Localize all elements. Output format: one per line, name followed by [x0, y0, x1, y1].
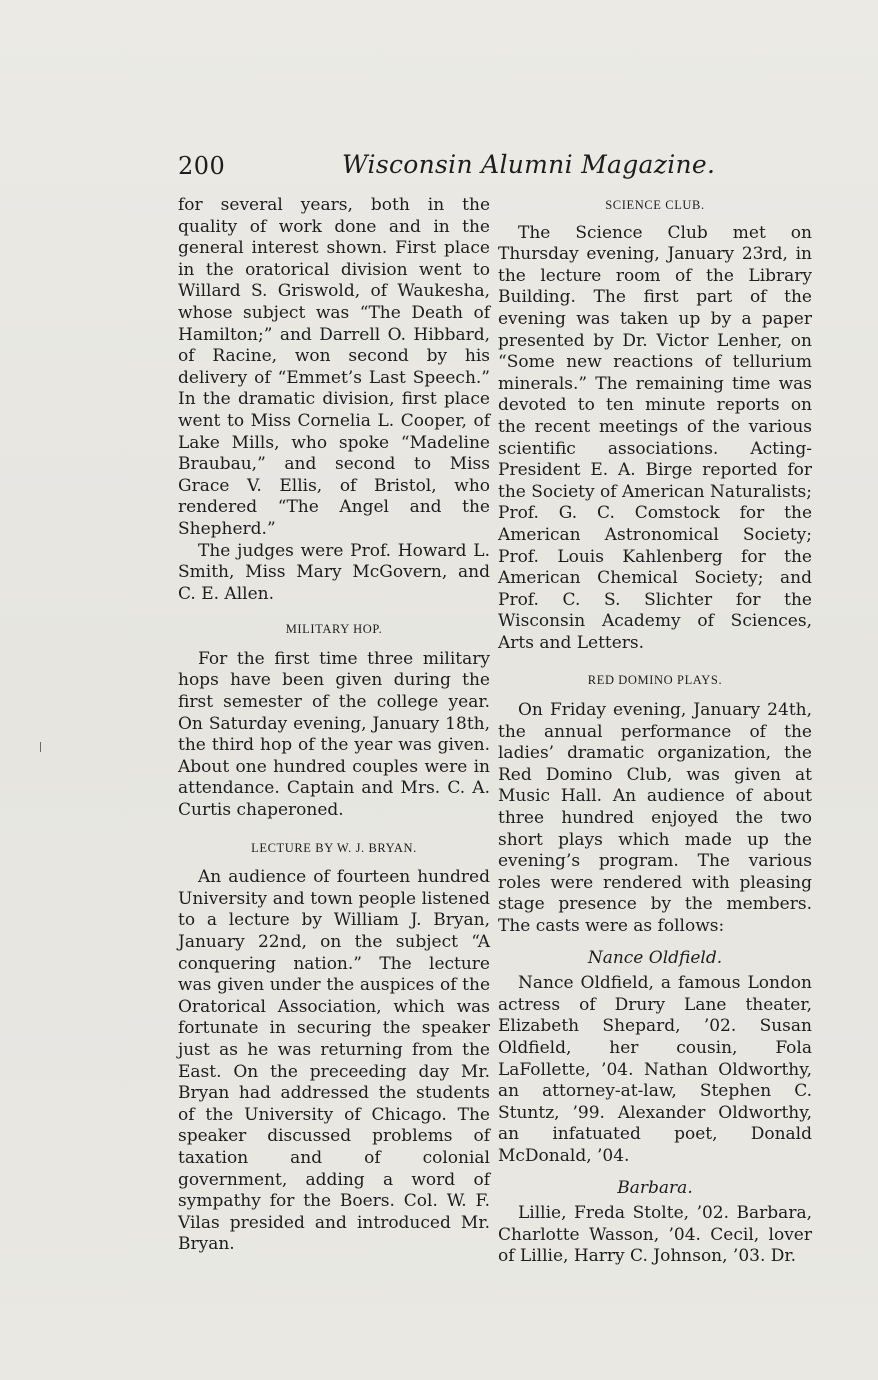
- left-column: [178, 195, 490, 1256]
- science-club-text: The Science Club met on Thursday evening, January 23rd, in the lecture room of the Library Building. The first part of the evening was taken up by a paper presented by Dr. Victor Lenher, on “Some new reactions of tellurium minerals.” The remaining time was devoted to ten minute reports on the recent meetings of the various scientific associations. Acting-President E. A. Birge reported for the Society of American Naturalists; Prof. G. C. Comstock for the American Astronomical Society; Prof. Louis Kahlenberg for the American Chemical Society; and Prof. C. S. Slichter for the Wisconsin Academy of Sciences, Arts and Letters.: [498, 222, 812, 653]
- science-club-heading: SCIENCE CLUB.: [605, 198, 705, 212]
- military-hop-heading: MILITARY HOP.: [285, 622, 383, 637]
- nance-oldfield-heading: Nance Oldfield.: [587, 947, 723, 968]
- red-domino-text: On Friday evening, January 24th, the annual performance of the ladies’ dramatic organization, the Red Domino Club, was given at Music Hall. An audience of about three hundred enjoyed the two short plays which made up the evening’s program. The various roles were rendered with pleasing stage presence by the members. The casts were as follows:: [498, 700, 812, 936]
- margin-mark: [40, 742, 41, 752]
- lecture-heading: LECTURE BY W. J. BRYAN.: [251, 840, 417, 855]
- lecture-text: An audience of fourteen hundred University and town people listened to a lecture by William J. Bryan, January 22nd, on the subject “A conquering nation.” The lecture was given under the auspices of the Oratorical Association, which was fortunate in securing the speaker just as he was returning from the East. On the preceeding day Mr. Bryan had addressed the students of the University of Chicago. The speaker discussed problems of taxation and of colonial government, adding a word of sympathy for the Boers. Col. W. F. Vilas presided and introduced Mr. Bryan.: [178, 867, 490, 1255]
- page-number: 200: [178, 152, 226, 180]
- right-column: [498, 195, 812, 1268]
- nance-oldfield-cast: Nance Oldfield, a famous London actress of Drury Lane theater, Elizabeth Shepard, ’02. Susan Oldfield, her cousin, Fola LaFollette, ’04. Nathan Oldworthy, an attorney-at-law, Stephen C. Stuntz, ’99. Alexander Oldworthy, an infatuated poet, Donald McDonald, ’04.: [498, 973, 812, 1166]
- judges-paragraph: The judges were Prof. Howard L. Smith, Miss Mary McGovern, and C. E. Allen.: [178, 540, 490, 604]
- running-title: Wisconsin Alumni Magazine.: [342, 150, 716, 179]
- barbara-heading: Barbara.: [617, 1177, 693, 1198]
- red-domino-heading: RED DOMINO PLAYS.: [587, 673, 723, 688]
- military-hop-text: For the first time three military hops have been given during the first semester of the college year. On Saturday evening, January 18th, the third hop of the year was given. About one hundred couples were in attendance. Captain and Mrs. C. A. Curtis chaperoned.: [178, 648, 490, 821]
- page-header: [178, 148, 716, 182]
- left-paragraph-1: for several years, both in the quality of work done and in the general interest shown. First place in the oratorical division went to Willard S. Griswold, of Waukesha, whose subject was “The Death of Hamilton;” and Darrell O. Hibbard, of Racine, won second by his delivery of “Emmet’s Last Speech.” In the dramatic division, first place went to Miss Cornelia L. Cooper, of Lake Mills, who spoke “Madeline Braubau,” and second to Miss Grace V. Ellis, of Bristol, who rendered “The Angel and the Shepherd.”: [178, 195, 490, 539]
- barbara-cast: Lillie, Freda Stolte, ’02. Barbara, Charlotte Wasson, ’04. Cecil, lover of Lillie, Harry C. Johnson, ’03. Dr.: [498, 1203, 812, 1267]
